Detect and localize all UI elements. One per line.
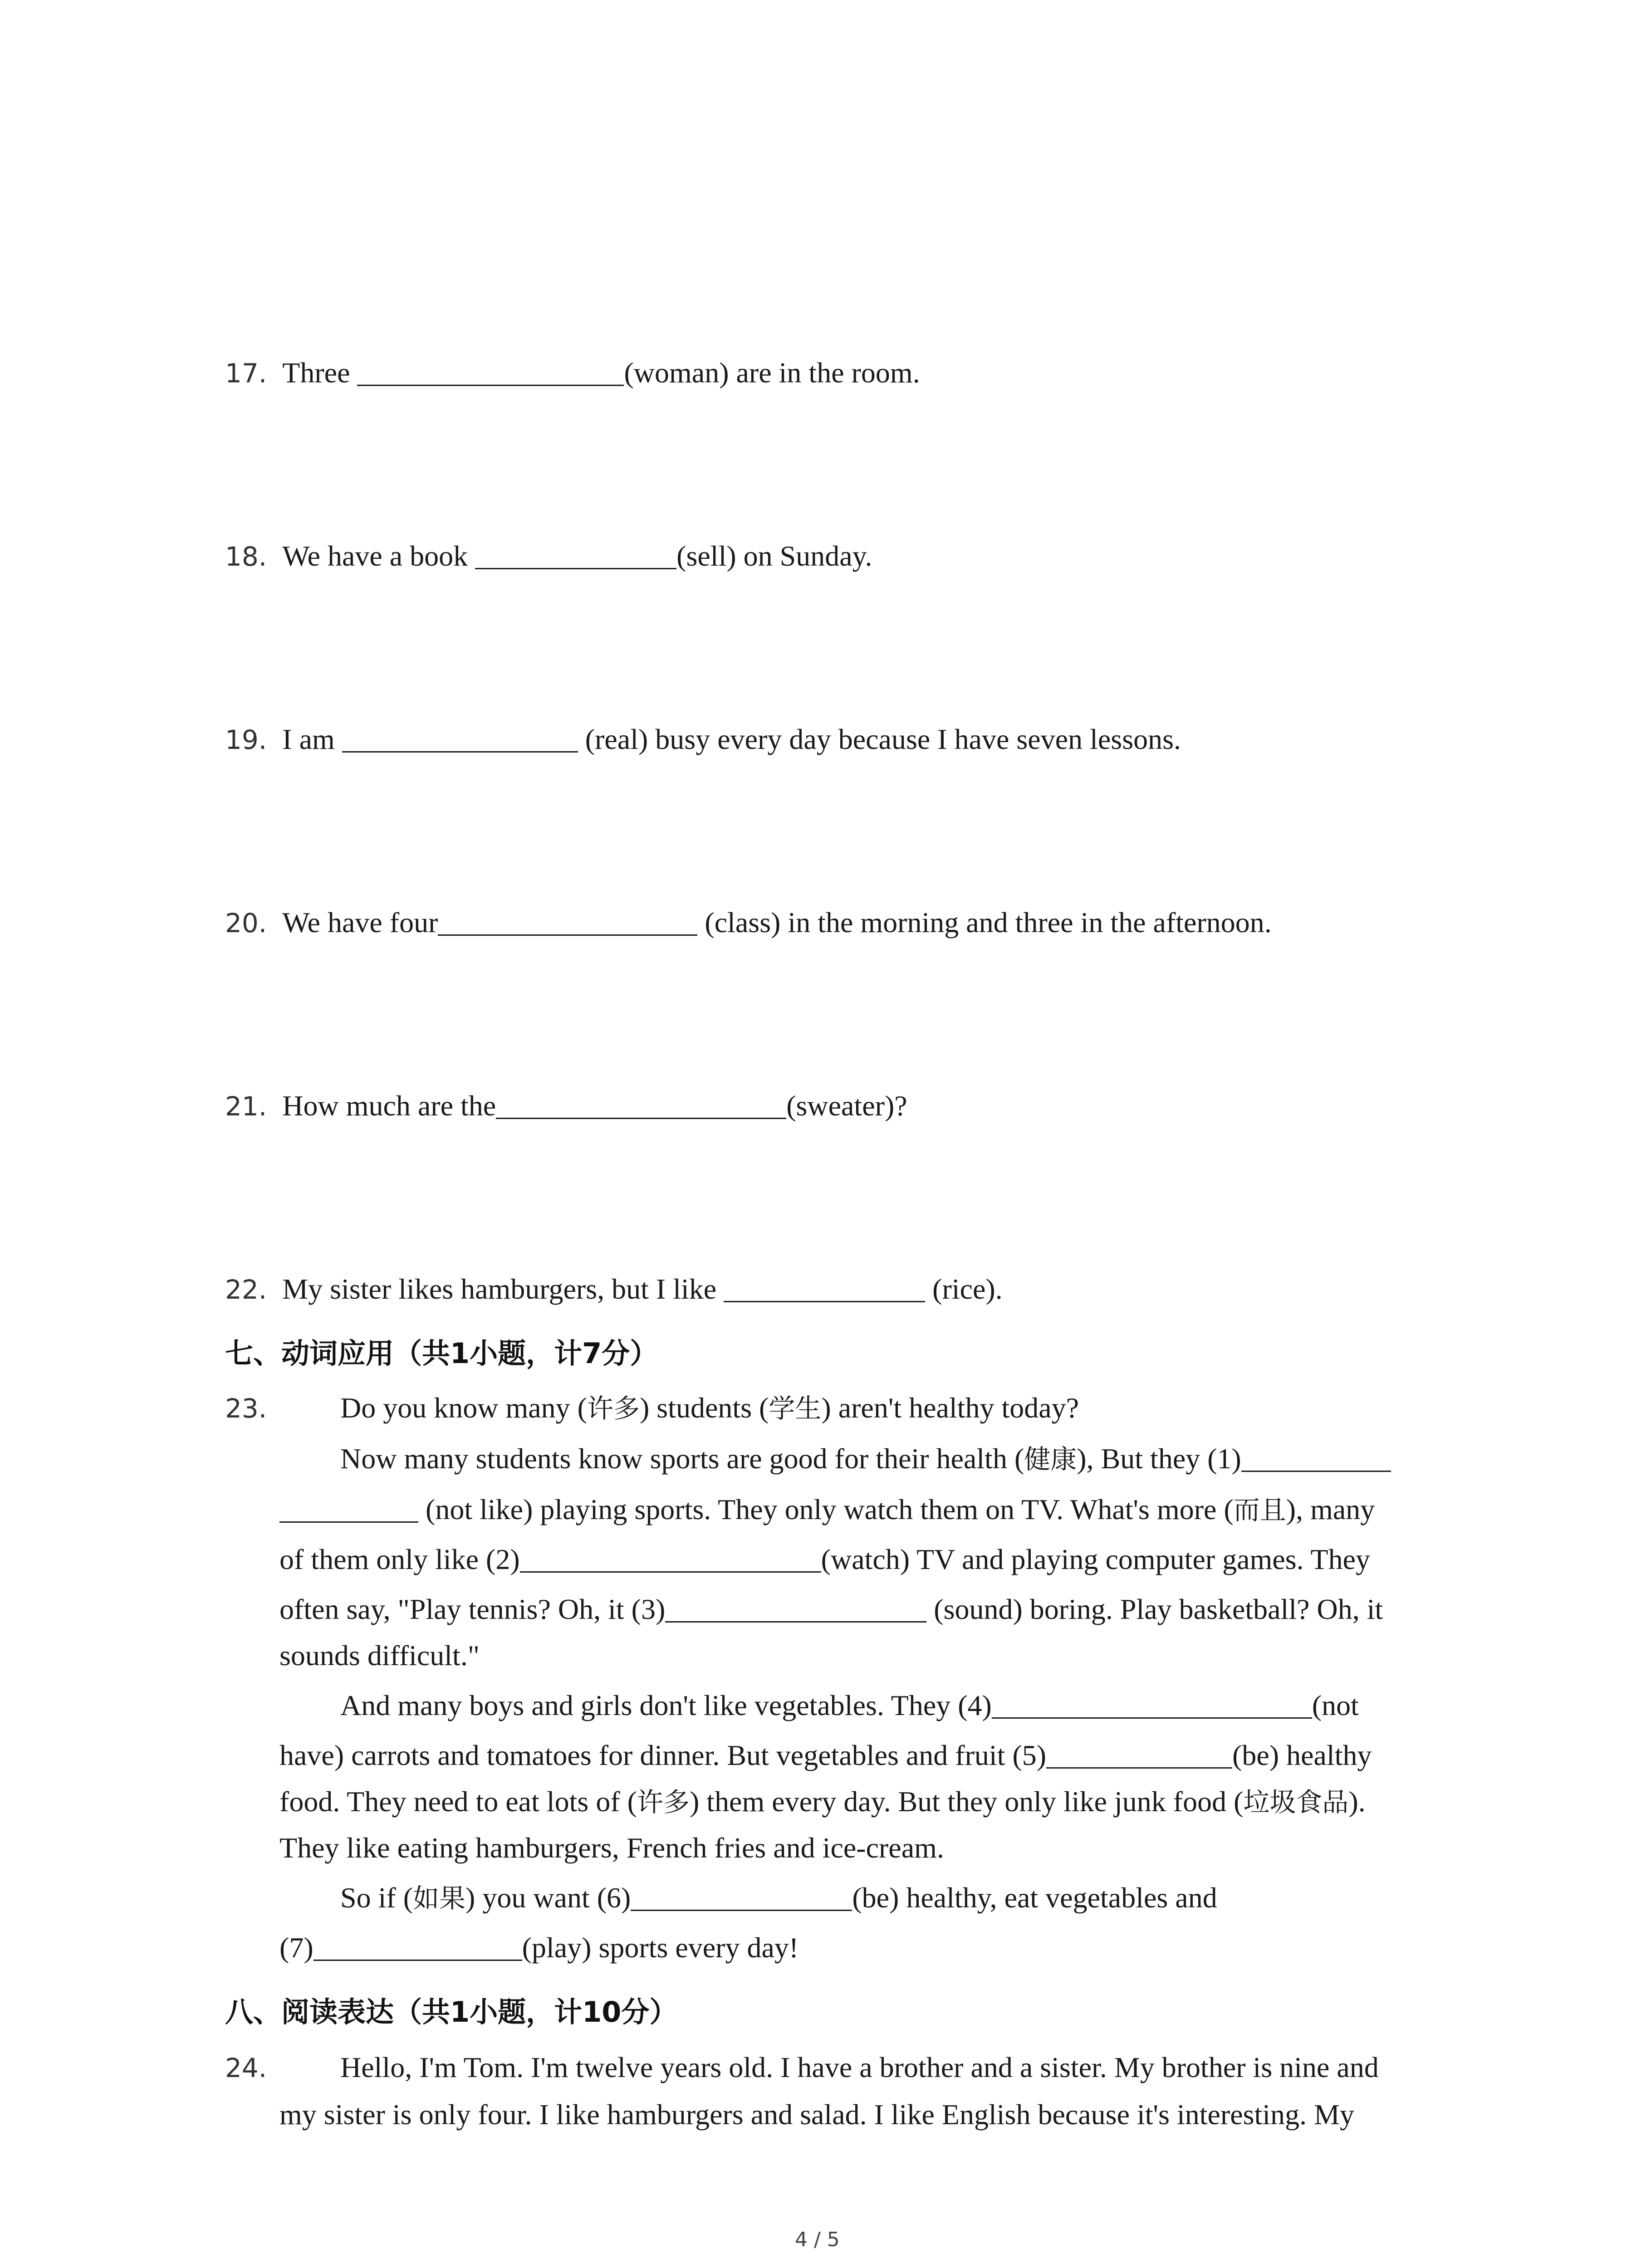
- passage-text: often say, "Play tennis? Oh, it (3): [279, 1593, 666, 1625]
- passage-text: ).: [1348, 1785, 1366, 1818]
- answer-blank-1-cont[interactable]: [279, 1492, 418, 1523]
- question-text: How much are the: [282, 1090, 496, 1122]
- passage-text: (play) sports every day!: [522, 1931, 799, 1964]
- passage-text: (not like) playing sports. They only watch them on TV. What's more (: [418, 1493, 1234, 1525]
- passage-text: (not: [1312, 1689, 1359, 1721]
- passage-text: ) students (: [639, 1392, 769, 1424]
- passage-text: food. They need to eat lots of (: [279, 1785, 637, 1818]
- passage-line: my sister is only four. I like hamburgers and salad. I like English because it's interesting. My: [279, 2098, 1355, 2131]
- answer-blank-3[interactable]: [665, 1592, 926, 1623]
- passage-text: (be) healthy: [1232, 1739, 1372, 1771]
- passage-text: ), many: [1286, 1493, 1375, 1525]
- passage-text: have) carrots and tomatoes for dinner. But vegetables and fruit (5): [279, 1739, 1047, 1771]
- question-number: 20.: [225, 908, 267, 938]
- passage-text: of them only like (2): [279, 1543, 520, 1575]
- question-number: 19.: [225, 724, 267, 755]
- passage-line: [279, 1737, 1372, 1774]
- answer-blank-6[interactable]: [631, 1881, 852, 1911]
- question-20: [225, 904, 1272, 941]
- chinese-gloss: 垃圾食品: [1243, 1787, 1349, 1818]
- passage-line: sounds difficult.": [279, 1639, 480, 1672]
- answer-blank-1[interactable]: [1241, 1442, 1391, 1472]
- passage-line: They like eating hamburgers, French fries and ice-cream.: [279, 1832, 944, 1864]
- question-17: [225, 355, 920, 391]
- answer-blank[interactable]: [724, 1272, 925, 1302]
- question-text: Three: [282, 357, 358, 389]
- answer-blank[interactable]: [496, 1089, 786, 1119]
- answer-blank-4[interactable]: [992, 1688, 1312, 1719]
- passage-text: (7): [279, 1931, 314, 1964]
- question-number: 17.: [225, 358, 267, 389]
- question-18: [225, 538, 872, 575]
- answer-blank-7[interactable]: [314, 1931, 522, 1961]
- passage-line: [340, 1390, 1079, 1427]
- passage-text: Do you know many (: [340, 1392, 587, 1424]
- passage-line: [279, 1784, 1366, 1820]
- question-number: 22.: [225, 1274, 267, 1305]
- question-text: (woman) are in the room.: [624, 357, 920, 389]
- answer-blank[interactable]: [475, 539, 676, 569]
- question-text: (class) in the morning and three in the afternoon.: [697, 906, 1272, 938]
- question-21: [225, 1088, 907, 1124]
- question-number: 21.: [225, 1091, 267, 1122]
- passage-line: [279, 1591, 1383, 1628]
- chinese-gloss: 健康: [1024, 1444, 1077, 1475]
- passage-line: [340, 1687, 1359, 1724]
- passage-text: ) aren't healthy today?: [821, 1392, 1079, 1424]
- question-text: We have four: [282, 906, 438, 938]
- passage-text: (be) healthy, eat vegetables and: [852, 1882, 1217, 1914]
- passage-text: ) you want (6): [465, 1882, 631, 1914]
- question-text: (rice).: [925, 1273, 1003, 1305]
- question-text: My sister likes hamburgers, but I like: [282, 1273, 724, 1305]
- question-text: I am: [282, 723, 342, 755]
- section-7-title: 七、动词应用（共1小题，计7分）: [225, 1337, 658, 1370]
- passage-line: [340, 1880, 1217, 1916]
- chinese-gloss: 许多: [587, 1393, 640, 1424]
- answer-blank-2[interactable]: [520, 1542, 821, 1573]
- passage-text: (watch) TV and playing computer games. They: [821, 1543, 1370, 1575]
- answer-blank[interactable]: [342, 722, 578, 753]
- question-text: (sweater)?: [786, 1090, 907, 1122]
- question-text: (real) busy every day because I have seven lessons.: [578, 723, 1181, 755]
- question-22: [225, 1271, 1003, 1308]
- passage-line: Hello, I'm Tom. I'm twelve years old. I have a brother and a sister. My brother is nine and: [340, 2051, 1379, 2083]
- passage-text: (sound) boring. Play basketball? Oh, it: [926, 1593, 1383, 1625]
- passage-text: ) them every day. But they only like junk food (: [689, 1785, 1244, 1818]
- question-number: 18.: [225, 541, 267, 572]
- passage-text: And many boys and girls don't like vegetables. They (4): [340, 1689, 992, 1721]
- passage-line: [279, 1930, 798, 1966]
- question-text: We have a book: [282, 540, 475, 572]
- answer-blank[interactable]: [438, 905, 697, 936]
- chinese-gloss: 而且: [1233, 1495, 1286, 1525]
- chinese-gloss: 如果: [413, 1883, 466, 1914]
- chinese-gloss: 学生: [769, 1393, 822, 1424]
- passage-text: So if (: [340, 1882, 413, 1914]
- question-number: 23.: [225, 1393, 267, 1424]
- passage-line: [279, 1541, 1370, 1578]
- question-text: (sell) on Sunday.: [676, 540, 872, 572]
- question-19: [225, 721, 1181, 758]
- chinese-gloss: 许多: [637, 1787, 690, 1818]
- passage-line: [340, 1441, 1391, 1477]
- answer-blank[interactable]: [357, 356, 624, 386]
- page-number: 4 / 5: [795, 2228, 840, 2251]
- passage-text: ), But they (1): [1077, 1442, 1241, 1475]
- section-8-title: 八、阅读表达（共1小题，计10分）: [225, 1995, 678, 2028]
- question-number: 24.: [225, 2053, 267, 2083]
- answer-blank-5[interactable]: [1046, 1738, 1232, 1769]
- passage-line: [279, 1491, 1375, 1528]
- question-23-line-1: [225, 1390, 267, 1427]
- question-24-line-1: [225, 2049, 267, 2086]
- passage-text: Now many students know sports are good for their health (: [340, 1442, 1024, 1475]
